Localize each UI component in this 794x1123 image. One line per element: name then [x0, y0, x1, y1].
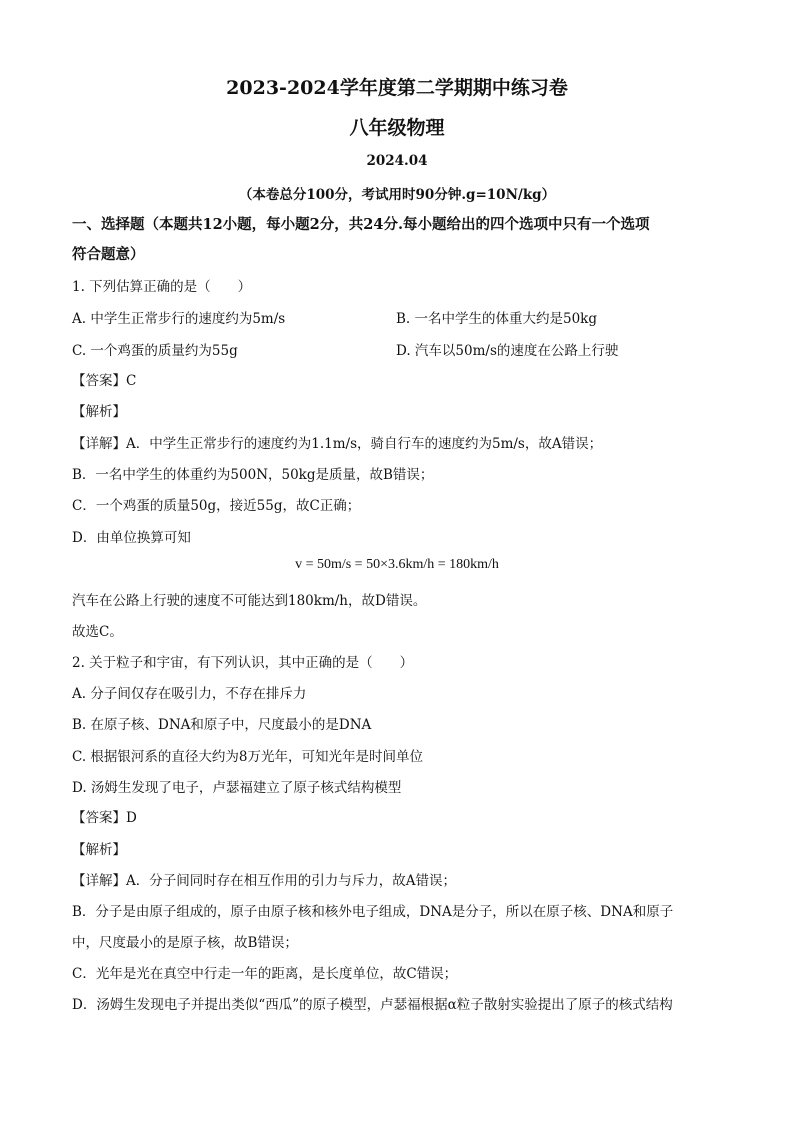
question-2-detail-a: 【详解】A．分子间同时存在相互作用的引力与斥力，故A错误；	[72, 873, 456, 889]
question-1-analysis: 【解析】	[72, 404, 126, 420]
question-1-detail-b: B．一名中学生的体重约为500N，50kg是质量，故B错误；	[72, 467, 434, 483]
question-2-option-d: D. 汤姆生发现了电子，卢瑟福建立了原子核式结构模型	[72, 780, 402, 796]
question-2-detail-b-cont: 中，尺度最小的是原子核，故B错误；	[72, 935, 298, 951]
question-2-option-a: A. 分子间仅存在吸引力，不存在排斥力	[72, 686, 307, 702]
exam-date: 2024.04	[366, 153, 428, 169]
question-1-option-d: D. 汽车以50m/s的速度在公路上行驶	[396, 343, 619, 359]
question-1-option-a: A. 中学生正常步行的速度约为5m/s	[72, 311, 286, 327]
question-1-stem: 1. 下列估算正确的是（ ）	[72, 279, 252, 295]
question-2-analysis: 【解析】	[72, 842, 126, 858]
question-2-detail-d: D．汤姆生发现电子并提出类似“西瓜”的原子模型，卢瑟福根据α粒子散射实验提出了原子的核式结构	[72, 997, 673, 1013]
question-2-stem: 2. 关于粒子和宇宙，有下列认识，其中正确的是（ ）	[72, 655, 414, 671]
question-1-option-c: C. 一个鸡蛋的质量约为55g	[72, 343, 238, 359]
question-2-detail-b: B．分子是由原子组成的，原子由原子核和核外电子组成，DNA是分子，所以在原子核、DNA和原子	[72, 904, 674, 920]
question-1-conclusion: 故选C。	[72, 624, 123, 640]
question-2-option-b: B. 在原子核、DNA和原子中，尺度最小的是DNA	[72, 717, 372, 733]
question-1-answer: 【答案】C	[72, 373, 137, 389]
question-1-detail-d: D．由单位换算可知	[72, 530, 191, 546]
question-1-detail-e: 汽车在公路上行驶的速度不可能达到180km/h，故D错误。	[72, 593, 427, 609]
question-1-detail-c: C．一个鸡蛋的质量50g，接近55g，故C正确；	[72, 498, 361, 514]
question-2-answer: 【答案】D	[72, 810, 137, 826]
question-2-detail-c: C．光年是光在真空中行走一年的距离，是长度单位，故C错误；	[72, 966, 458, 982]
page-title: 2023-2024学年度第二学期期中练习卷	[226, 77, 568, 99]
question-1-detail-a: 【详解】A．中学生正常步行的速度约为1.1m/s，骑自行车的速度约为5m/s，故A错误；	[72, 436, 603, 452]
question-1-option-b: B. 一名中学生的体重大约是50kg	[396, 311, 598, 327]
section-heading-cont: 符合题意）	[72, 246, 145, 263]
section-heading: 一、选择题（本题共12小题，每小题2分，共24分.每小题给出的四个选项中只有一个选项	[72, 216, 650, 233]
exam-note: （本卷总分100分，考试用时90分钟.g=10N/kg）	[238, 187, 556, 203]
question-1-formula: v = 50m/s = 50×3.6km/h = 180km/h	[295, 557, 499, 572]
question-2-option-c: C. 根据银河系的直径大约为8万光年，可知光年是时间单位	[72, 749, 424, 765]
subject-title: 八年级物理	[349, 117, 445, 139]
